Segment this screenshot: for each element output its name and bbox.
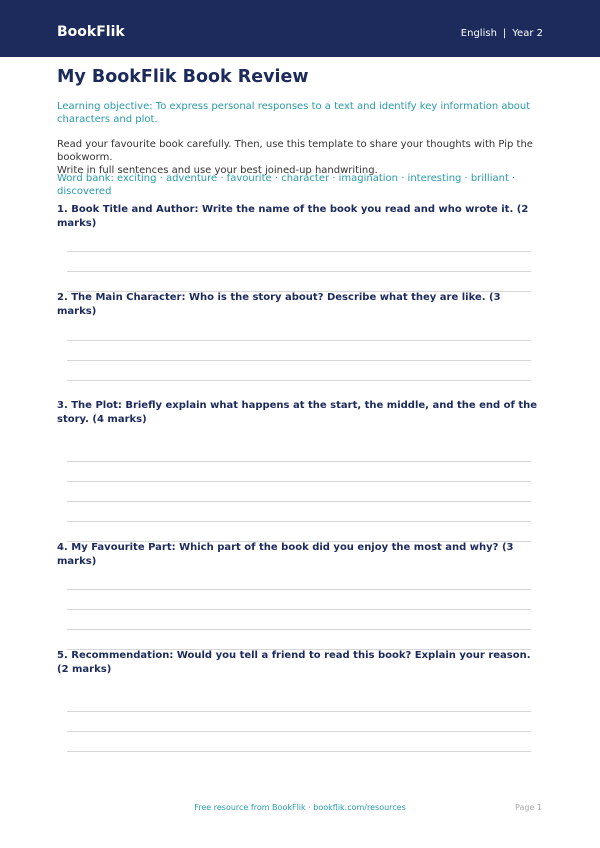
instructions-line-2: Write in full sentences and use your best joined-up handwriting. — [57, 165, 378, 176]
subject-label: English — [460, 28, 497, 39]
answer-line[interactable] — [67, 271, 531, 272]
answer-line[interactable] — [67, 340, 531, 341]
answer-line[interactable] — [67, 589, 531, 590]
answer-line[interactable] — [67, 629, 531, 630]
answer-line[interactable] — [67, 751, 531, 752]
question-5: 5. Recommendation: Would you tell a friend to read this book? Explain your reason. (2 marks) — [57, 650, 531, 675]
answer-line[interactable] — [67, 360, 531, 361]
header-bar — [0, 0, 600, 57]
answer-line[interactable] — [67, 481, 531, 482]
answer-line[interactable] — [67, 711, 531, 712]
question-2: 2. The Main Character: Who is the story about? Describe what they are like. (3 marks) — [57, 292, 501, 317]
question-3: 3. The Plot: Briefly explain what happens at the start, the middle, and the end of the story. (4 marks) — [57, 400, 538, 425]
year-label: Year 2 — [512, 28, 543, 39]
answer-line[interactable] — [67, 609, 531, 610]
subject-year — [461, 27, 543, 41]
word-bank: Word bank: exciting · adventure · favourite · character · imagination · interesting · brilliant · discovered — [57, 173, 516, 197]
answer-line[interactable] — [67, 521, 531, 522]
answer-line[interactable] — [67, 731, 531, 732]
question-1: 1. Book Title and Author: Write the name of the book you read and who wrote it. (2 marks) — [57, 204, 529, 229]
instructions-line-1: Read your favourite book carefully. Then, use this template to share your thoughts with Pip the bookworm. — [57, 139, 533, 163]
brand-logo: BookFlik — [57, 24, 125, 40]
answer-line[interactable] — [67, 380, 531, 381]
answer-line[interactable] — [67, 501, 531, 502]
question-4: 4. My Favourite Part: Which part of the book did you enjoy the most and why? (3 marks) — [57, 542, 514, 567]
page-number: Page 1 — [515, 803, 542, 812]
page-title: My BookFlik Book Review — [57, 67, 309, 87]
footer-text: Free resource from BookFlik · bookflik.com/resources — [194, 803, 406, 812]
separator: | — [502, 28, 507, 39]
answer-line[interactable] — [67, 461, 531, 462]
learning-objective: Learning objective: To express personal responses to a text and identify key information about characters and plot. — [57, 101, 531, 125]
answer-line[interactable] — [67, 251, 531, 252]
